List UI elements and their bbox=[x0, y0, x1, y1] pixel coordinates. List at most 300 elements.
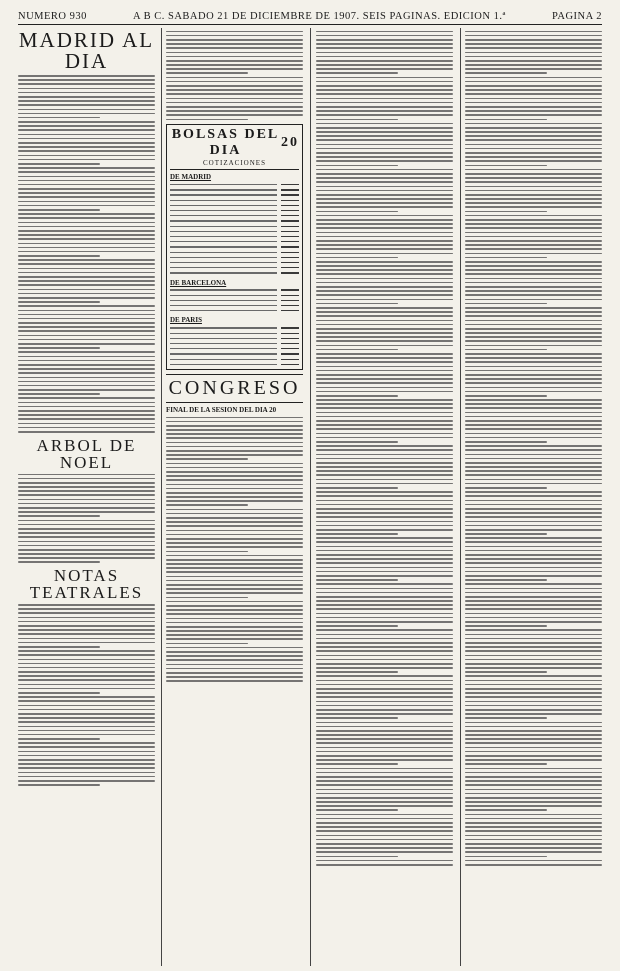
text-line bbox=[166, 68, 303, 70]
text-line bbox=[465, 315, 602, 317]
text-line bbox=[166, 630, 303, 632]
text-line bbox=[465, 64, 602, 66]
text-line bbox=[465, 512, 602, 514]
text-line bbox=[316, 173, 453, 175]
text-line bbox=[18, 104, 155, 106]
text-line bbox=[316, 860, 453, 862]
text-line bbox=[465, 495, 602, 497]
text-line bbox=[465, 43, 602, 45]
text-line bbox=[465, 349, 547, 351]
text-line bbox=[316, 479, 453, 481]
text-line bbox=[18, 268, 155, 270]
text-line bbox=[166, 513, 303, 515]
text-line bbox=[465, 554, 602, 556]
text-line bbox=[18, 763, 155, 765]
text-line bbox=[465, 253, 602, 255]
text-line bbox=[316, 466, 453, 468]
text-line bbox=[465, 629, 602, 631]
text-line bbox=[18, 612, 155, 614]
text-line bbox=[316, 596, 453, 598]
text-line bbox=[18, 393, 100, 395]
text-line bbox=[18, 297, 155, 299]
text-line bbox=[465, 395, 547, 397]
text-line bbox=[316, 378, 453, 380]
text-line bbox=[166, 479, 303, 481]
text-line bbox=[18, 646, 100, 648]
text-line bbox=[316, 60, 453, 62]
text-line bbox=[18, 784, 100, 786]
text-line bbox=[18, 726, 155, 728]
text-line bbox=[465, 826, 602, 828]
text-line bbox=[18, 234, 155, 236]
text-line bbox=[316, 177, 453, 179]
text-line bbox=[465, 336, 602, 338]
text-line bbox=[316, 119, 398, 121]
column-3 bbox=[316, 28, 453, 966]
text-line bbox=[316, 412, 453, 414]
text-line bbox=[316, 801, 453, 803]
stock-rows bbox=[170, 288, 299, 314]
text-line bbox=[316, 684, 453, 686]
text-line bbox=[166, 659, 303, 661]
text-line bbox=[465, 31, 602, 33]
text-line bbox=[465, 261, 602, 263]
text-line bbox=[316, 399, 453, 401]
text-line bbox=[18, 780, 155, 782]
text-line bbox=[18, 557, 155, 559]
text-line bbox=[316, 110, 453, 112]
column-4 bbox=[465, 28, 602, 966]
section-title-arbol: ARBOL DE NOEL bbox=[36, 435, 137, 472]
text-line bbox=[465, 98, 602, 100]
text-line bbox=[465, 793, 602, 795]
text-line bbox=[316, 428, 453, 430]
text-line bbox=[316, 830, 453, 832]
text-line bbox=[316, 696, 453, 698]
text-line bbox=[316, 370, 453, 372]
text-line bbox=[465, 776, 602, 778]
text-line bbox=[316, 462, 453, 464]
text-line bbox=[316, 219, 453, 221]
text-line bbox=[465, 437, 602, 439]
text-line bbox=[316, 730, 453, 732]
text-line bbox=[316, 144, 453, 146]
column-divider bbox=[161, 28, 162, 966]
text-line bbox=[18, 524, 155, 526]
text-line bbox=[316, 198, 453, 200]
text-line bbox=[18, 730, 155, 732]
text-line bbox=[316, 357, 453, 359]
text-line bbox=[316, 315, 453, 317]
text-line bbox=[316, 206, 453, 208]
text-line bbox=[465, 621, 602, 623]
text-line bbox=[465, 759, 602, 761]
text-line bbox=[18, 259, 155, 261]
text-line bbox=[18, 700, 155, 702]
text-line bbox=[18, 113, 155, 115]
text-line bbox=[316, 793, 453, 795]
text-line bbox=[316, 567, 453, 569]
text-line bbox=[18, 301, 100, 303]
text-line bbox=[465, 232, 602, 234]
text-line bbox=[18, 742, 155, 744]
text-line bbox=[316, 391, 453, 393]
text-line bbox=[465, 370, 602, 372]
text-line bbox=[18, 675, 155, 677]
text-line bbox=[166, 668, 303, 670]
text-line bbox=[316, 713, 453, 715]
text-line bbox=[465, 688, 602, 690]
text-line bbox=[166, 77, 303, 79]
text-line bbox=[316, 495, 453, 497]
text-line bbox=[465, 206, 602, 208]
text-line bbox=[316, 114, 453, 116]
text-line bbox=[465, 449, 602, 451]
text-line bbox=[465, 248, 602, 250]
article-body bbox=[166, 417, 303, 682]
article-body bbox=[18, 474, 155, 564]
text-line bbox=[316, 64, 453, 66]
text-line bbox=[166, 546, 303, 548]
text-line bbox=[166, 676, 303, 678]
text-line bbox=[465, 144, 602, 146]
text-line bbox=[316, 562, 453, 564]
text-line bbox=[465, 378, 602, 380]
text-line bbox=[18, 767, 155, 769]
text-line bbox=[166, 85, 303, 87]
text-line bbox=[316, 160, 453, 162]
text-line bbox=[316, 613, 453, 615]
text-line bbox=[465, 839, 602, 841]
text-line bbox=[18, 238, 155, 240]
text-line bbox=[316, 273, 453, 275]
text-line bbox=[465, 646, 602, 648]
masthead-title: A B C. SABADO 21 DE DICIEMBRE DE 1907. SEIS PAGINAS. EDICION 1.ª bbox=[133, 11, 506, 22]
text-line bbox=[465, 114, 602, 116]
text-line bbox=[316, 701, 453, 703]
text-line bbox=[316, 395, 398, 397]
text-line bbox=[316, 47, 453, 49]
text-line bbox=[166, 542, 303, 544]
text-line bbox=[18, 305, 155, 307]
text-line bbox=[316, 407, 453, 409]
text-line bbox=[316, 324, 453, 326]
text-line bbox=[166, 638, 303, 640]
text-line bbox=[465, 856, 547, 858]
text-line bbox=[465, 127, 602, 129]
text-line bbox=[465, 638, 602, 640]
text-line bbox=[316, 772, 453, 774]
text-line bbox=[316, 814, 453, 816]
text-line bbox=[18, 180, 155, 182]
text-line bbox=[166, 580, 303, 582]
text-line bbox=[316, 194, 453, 196]
text-line bbox=[465, 173, 602, 175]
text-line bbox=[465, 139, 602, 141]
text-line bbox=[18, 217, 155, 219]
text-line bbox=[316, 642, 453, 644]
text-line bbox=[316, 604, 453, 606]
text-line bbox=[18, 134, 155, 136]
text-line bbox=[465, 789, 602, 791]
text-line bbox=[166, 433, 303, 435]
text-line bbox=[316, 650, 453, 652]
text-line bbox=[316, 575, 453, 577]
text-line bbox=[166, 39, 303, 41]
text-line bbox=[316, 541, 453, 543]
text-line bbox=[465, 282, 602, 284]
text-line bbox=[18, 717, 155, 719]
text-line bbox=[316, 483, 453, 485]
text-line bbox=[316, 470, 453, 472]
text-line bbox=[316, 148, 453, 150]
text-line bbox=[465, 361, 602, 363]
text-line bbox=[465, 433, 602, 435]
text-line bbox=[316, 77, 453, 79]
text-line bbox=[166, 504, 248, 506]
text-line bbox=[316, 261, 453, 263]
text-line bbox=[316, 449, 453, 451]
text-line bbox=[166, 72, 248, 74]
text-line bbox=[166, 609, 303, 611]
text-line bbox=[166, 64, 303, 66]
text-line bbox=[465, 726, 602, 728]
text-line bbox=[465, 738, 602, 740]
text-line bbox=[465, 332, 602, 334]
text-line bbox=[316, 717, 398, 719]
text-line bbox=[18, 633, 155, 635]
text-line bbox=[316, 320, 453, 322]
text-line bbox=[465, 445, 602, 447]
text-line bbox=[18, 650, 155, 652]
text-line bbox=[465, 655, 602, 657]
text-line bbox=[316, 374, 453, 376]
text-line bbox=[465, 407, 602, 409]
text-line bbox=[465, 805, 602, 807]
text-line bbox=[316, 98, 453, 100]
text-line bbox=[316, 68, 453, 70]
text-line bbox=[18, 146, 155, 148]
text-line bbox=[465, 320, 602, 322]
text-line bbox=[465, 571, 602, 573]
text-line bbox=[316, 839, 453, 841]
text-line bbox=[316, 864, 453, 866]
text-line bbox=[166, 592, 303, 594]
text-line bbox=[465, 416, 602, 418]
text-line bbox=[166, 421, 303, 423]
text-line bbox=[465, 148, 602, 150]
text-line bbox=[18, 659, 155, 661]
text-line bbox=[166, 467, 303, 469]
text-line bbox=[316, 621, 453, 623]
text-line bbox=[316, 671, 398, 673]
text-line bbox=[465, 784, 602, 786]
text-line bbox=[18, 746, 155, 748]
text-line bbox=[316, 629, 453, 631]
text-line bbox=[18, 561, 100, 563]
text-line bbox=[18, 536, 155, 538]
text-line bbox=[18, 75, 155, 77]
text-line bbox=[316, 759, 453, 761]
text-line bbox=[18, 188, 155, 190]
text-line bbox=[316, 738, 453, 740]
text-line bbox=[166, 672, 303, 674]
text-line bbox=[465, 608, 602, 610]
text-line bbox=[465, 47, 602, 49]
text-line bbox=[166, 534, 303, 536]
text-line bbox=[465, 152, 602, 154]
text-line bbox=[465, 81, 602, 83]
text-line bbox=[18, 494, 155, 496]
text-line bbox=[316, 345, 453, 347]
text-line bbox=[18, 499, 155, 501]
text-line bbox=[166, 651, 303, 653]
text-line bbox=[166, 463, 303, 465]
text-line bbox=[465, 675, 602, 677]
text-line bbox=[18, 638, 155, 640]
text-line bbox=[18, 372, 155, 374]
text-line bbox=[18, 263, 155, 265]
text-line bbox=[465, 696, 602, 698]
text-line bbox=[465, 198, 602, 200]
text-line bbox=[316, 537, 453, 539]
text-line bbox=[18, 368, 155, 370]
text-line bbox=[18, 654, 155, 656]
text-line bbox=[316, 257, 398, 259]
text-line bbox=[465, 663, 602, 665]
text-line bbox=[18, 671, 155, 673]
text-line bbox=[18, 423, 155, 425]
text-line bbox=[465, 516, 602, 518]
text-line bbox=[465, 592, 602, 594]
text-line bbox=[166, 576, 303, 578]
text-line bbox=[316, 851, 453, 853]
text-line bbox=[316, 667, 453, 669]
text-line bbox=[166, 458, 248, 460]
text-line bbox=[166, 47, 303, 49]
text-line bbox=[18, 284, 155, 286]
text-line bbox=[465, 730, 602, 732]
text-line bbox=[166, 530, 303, 532]
text-line bbox=[166, 664, 303, 666]
text-line bbox=[465, 458, 602, 460]
text-line bbox=[316, 387, 453, 389]
text-line bbox=[18, 351, 155, 353]
stock-rows bbox=[170, 325, 299, 367]
text-line bbox=[465, 491, 602, 493]
text-line bbox=[18, 679, 155, 681]
text-line bbox=[465, 734, 602, 736]
text-line bbox=[465, 780, 602, 782]
text-line bbox=[18, 209, 100, 211]
text-line bbox=[18, 121, 155, 123]
text-line bbox=[465, 382, 602, 384]
text-line bbox=[18, 322, 155, 324]
text-line bbox=[18, 755, 155, 757]
text-line bbox=[18, 490, 155, 492]
text-line bbox=[316, 244, 453, 246]
text-line bbox=[465, 860, 602, 862]
column-divider bbox=[460, 28, 461, 966]
text-line bbox=[166, 437, 303, 439]
text-line bbox=[166, 643, 248, 645]
text-line bbox=[316, 282, 453, 284]
text-line bbox=[166, 551, 248, 553]
text-line bbox=[465, 428, 602, 430]
text-line bbox=[316, 680, 453, 682]
article-body bbox=[316, 31, 453, 866]
text-line bbox=[465, 533, 547, 535]
text-line bbox=[465, 374, 602, 376]
text-line bbox=[166, 571, 303, 573]
text-line bbox=[166, 446, 303, 448]
text-line bbox=[316, 240, 453, 242]
text-line bbox=[18, 772, 155, 774]
text-line bbox=[465, 483, 602, 485]
text-line bbox=[316, 72, 398, 74]
text-line bbox=[18, 507, 155, 509]
text-line bbox=[166, 450, 303, 452]
text-line bbox=[18, 604, 155, 606]
text-line bbox=[316, 675, 453, 677]
text-line bbox=[465, 194, 602, 196]
text-line bbox=[316, 424, 453, 426]
text-line bbox=[166, 475, 303, 477]
text-line bbox=[465, 303, 547, 305]
text-line bbox=[465, 588, 602, 590]
text-line bbox=[166, 114, 303, 116]
text-line bbox=[166, 492, 303, 494]
text-line bbox=[465, 684, 602, 686]
text-line bbox=[465, 596, 602, 598]
text-line bbox=[465, 550, 602, 552]
text-line bbox=[316, 102, 453, 104]
text-line bbox=[316, 290, 453, 292]
text-line bbox=[18, 125, 155, 127]
text-line bbox=[316, 43, 453, 45]
text-line bbox=[18, 171, 155, 173]
text-line bbox=[316, 232, 453, 234]
text-line bbox=[316, 328, 453, 330]
text-line bbox=[465, 366, 602, 368]
text-line bbox=[465, 801, 602, 803]
text-line bbox=[465, 219, 602, 221]
text-line bbox=[166, 655, 303, 657]
text-line bbox=[18, 667, 155, 669]
text-line bbox=[316, 579, 398, 581]
text-line bbox=[465, 102, 602, 104]
text-line bbox=[316, 843, 453, 845]
stock-row bbox=[170, 270, 299, 275]
text-line bbox=[316, 797, 453, 799]
text-line bbox=[316, 805, 453, 807]
text-line bbox=[465, 240, 602, 242]
text-line bbox=[316, 500, 453, 502]
text-line bbox=[166, 31, 303, 33]
column-2 bbox=[166, 28, 303, 966]
text-line bbox=[465, 403, 602, 405]
article-body bbox=[465, 31, 602, 866]
text-line bbox=[465, 575, 602, 577]
text-line bbox=[18, 692, 100, 694]
text-line bbox=[465, 93, 602, 95]
text-line bbox=[166, 454, 303, 456]
text-line bbox=[465, 215, 602, 217]
text-line bbox=[316, 634, 453, 636]
text-line bbox=[316, 236, 453, 238]
text-line bbox=[465, 56, 602, 58]
text-line bbox=[465, 537, 602, 539]
